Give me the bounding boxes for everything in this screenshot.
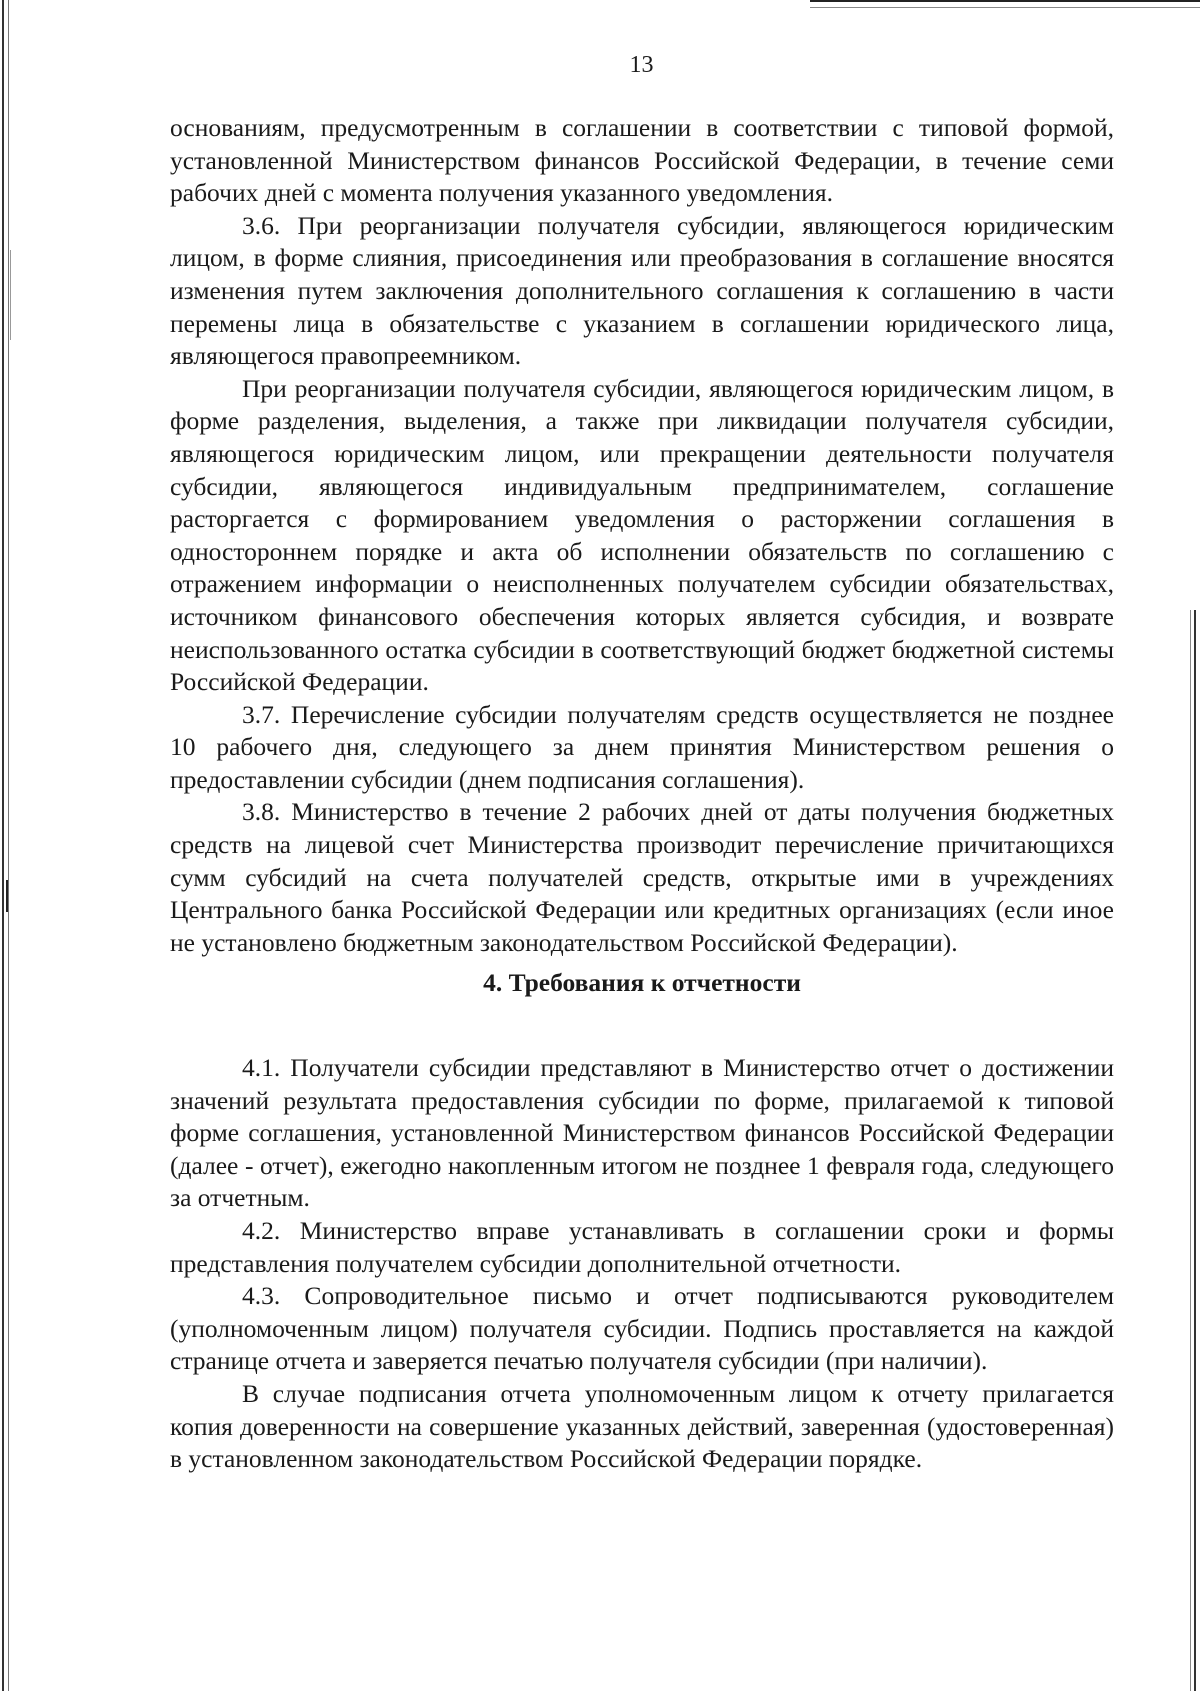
paragraph-4-3: 4.3. Сопроводительное письмо и отчет подписываются руководителем (уполномоченным лицом) получателя субсидии. Подпись проставляется на каждой странице отчета и заверяется печатью получателя субсидии (при наличии). xyxy=(170,1281,1114,1376)
paragraph-3-6-reorganization: При реорганизации получателя субсидии, являющегося юридическим лицом, в форме разделения, выделения, а также при ликвидации получателя субсидии, являющегося юридическим лицом, или прекращении деятельности получателя субсидии, являющегося индивидуальным предпринимателем, соглашение расторгается с формированием уведомления о расторжении соглашения в одностороннем порядке и акта об исполнении обязательств по соглашению с отражением информации о неисполненных получателем субсидии обязательствах, источником финансового обеспечения которых является субсидия, и возврате неиспользованного остатка субсидии в соответствующий бюджет бюджетной системы Российской Федерации. xyxy=(170,373,1114,697)
scan-border-left xyxy=(2,0,9,1691)
paragraph-3-8: 3.8. Министерство в течение 2 рабочих дней от даты получения бюджетных средств на лицевой счет Министерства производит перечисление причитающихся сумм субсидий на счета получателей средств, открытые ими в учреждениях Центрального банка Российской Федерации или кредитных организациях (если иное не установлено бюджетным законодательством Российской Федерации). xyxy=(170,797,1114,957)
scan-artifact-left xyxy=(10,250,11,340)
paragraph-4-2: 4.2. Министерство вправе устанавливать в соглашении сроки и формы представления получателем субсидии дополнительной отчетности. xyxy=(170,1216,1114,1278)
paragraph-4-3-proxy: В случае подписания отчета уполномоченным лицом к отчету прилагается копия доверенности на совершение указанных действий, заверенная (удостоверенная) в установленном законодательством Российской Федерации порядке. xyxy=(170,1378,1114,1474)
scan-border-right xyxy=(1190,610,1196,1691)
scan-border-top xyxy=(810,0,1200,8)
section-heading: 4. Требования к отчетности xyxy=(483,968,801,998)
page-number: 13 xyxy=(629,52,654,78)
scan-artifact-mid xyxy=(6,880,8,912)
paragraph-3-7: 3.7. Перечисление субсидии получателям средств осуществляется не позднее 10 рабочего дня, следующего за днем принятия Министерством решения о предоставлении субсидии (днем подписания соглашения). xyxy=(170,699,1114,794)
paragraph-continuation: основаниям, предусмотренным в соглашении в соответствии с типовой формой, установленной Министерством финансов Российской Федерации, в течение семи рабочих дней с момента получения указанного уведомления. xyxy=(170,113,1114,208)
paragraph-3-6: 3.6. При реорганизации получателя субсидии, являющегося юридическим лицом, в форме слияния, присоединения или преобразования в соглашение вносятся изменения путем заключения дополнительного соглашения к соглашению в части перемены лица в обязательстве с указанием в соглашении юридического лица, являющегося правопреемником. xyxy=(170,210,1114,371)
paragraph-4-1: 4.1. Получатели субсидии представляют в Министерство отчет о достижении значений результата предоставления субсидии по форме, прилагаемой к типовой форме соглашения, установленной Министерством финансов Российской Федерации (далее - отчет), ежегодно накопленным итогом не позднее 1 февраля года, следующего за отчетным. xyxy=(170,1053,1114,1213)
document-body xyxy=(170,112,1114,1476)
